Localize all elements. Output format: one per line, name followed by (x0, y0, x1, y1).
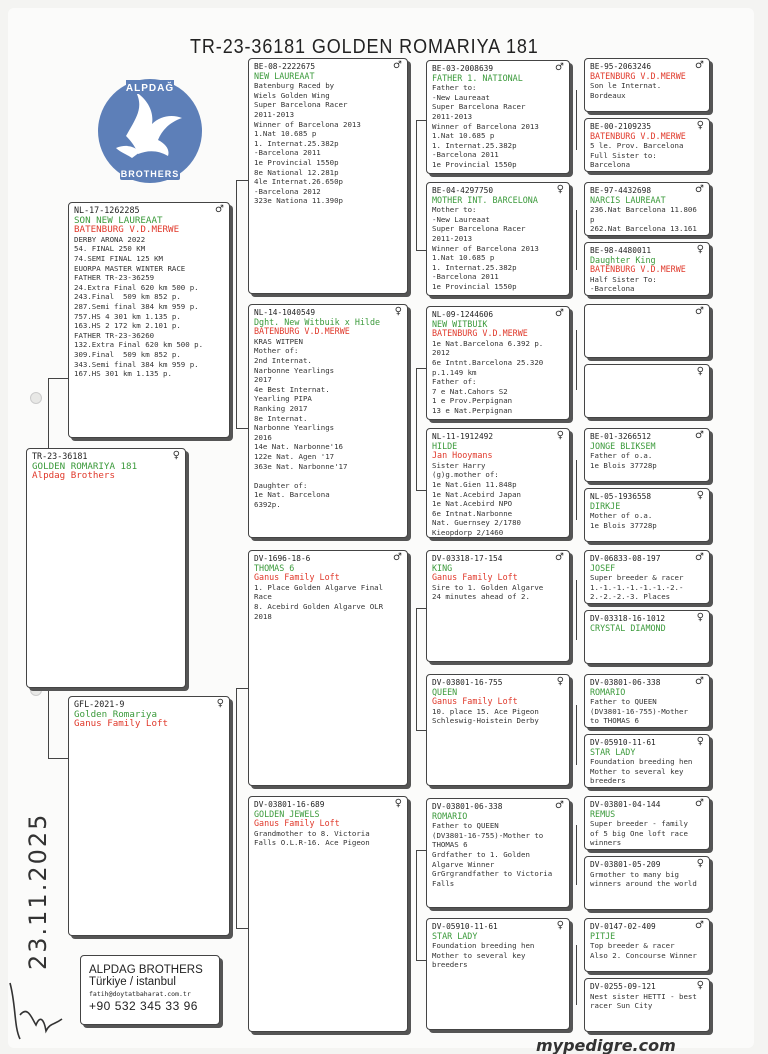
pigeon-details: 236.Nat Barcelona 11.806 p 262.Nat Barcelona 13.161 (590, 205, 697, 234)
pigeon-details: 5 le. Prov. Barcelona Full Sister to: Barcelona (590, 141, 684, 170)
connector-line (576, 330, 577, 390)
ring-number: DV-03801-04-144 (590, 800, 661, 809)
g3-card-5[interactable] (426, 550, 570, 662)
connector-line (416, 490, 426, 491)
female-icon: ♀ (172, 450, 180, 461)
male-icon: ♂ (215, 204, 224, 215)
male-icon: ♂ (393, 552, 402, 563)
pigeon-details: Nest sister HETTI - best racer Sun City (590, 991, 697, 1011)
pigeon-name: NARCIS LAUREAAT (590, 194, 666, 205)
ring-number: BE-97-4432698 (590, 186, 652, 195)
pigeon-details: DERBY ARONA 2022 54. FINAL 250 KM 74.SEMI FINAL 125 KM EUORPA MASTER WINTER RACE FATHER TR-23-36259 24.Extra Final 620 km 500 p. 243.Final 509 km 852 p. 287.Semi final 384 km 959 p. 757.HS 4 301 km 1.135 p. 163.HS 2 172 km 2.101 p. FATHER TR-23-36260 132.Extra Final 620 km 500 p. 309.Final 509 km 852 p. 343.Semi final 384 km 959 p. 167.HS 301 km 1.135 p. (74, 234, 204, 379)
g3-card-2[interactable] (426, 182, 570, 296)
pigeon-name: STAR LADY (432, 930, 478, 941)
pigeon-name: NEW WITBUIK (432, 318, 488, 329)
sire-sire-card[interactable] (248, 58, 408, 294)
pigeon-details: Half Sister To: -Barcelona (590, 274, 657, 294)
female-icon: ♀ (556, 920, 564, 931)
g4-card[interactable] (584, 304, 710, 358)
loft-name: BATENBURG V.D.MERWE (74, 224, 180, 236)
pigeon-details: Father to: -New Laureaat Super Barcelona Racer 2011-2013 Winner of Barcelona 2013 1.Nat 10.685 p 1. Internat.25.382p -Barcelona 2011 1e Provincial 1550p (432, 83, 539, 169)
connector-line (416, 120, 426, 121)
ring-number: DV-0255-09-121 (590, 982, 656, 991)
male-icon: ♂ (695, 552, 704, 563)
g3-card-4[interactable] (426, 428, 570, 538)
female-icon: ♀ (556, 184, 564, 195)
pigeon-details: Sire to 1. Golden Algarve 24 minutes ahead of 2. (432, 582, 544, 602)
ring-number: BE-04-4297750 (432, 186, 494, 195)
logo-bottom-text: BROTHERS (120, 169, 180, 179)
connector-line (48, 758, 70, 759)
g4-card[interactable] (584, 550, 710, 604)
female-icon: ♀ (394, 306, 402, 317)
pigeon-name: GOLDEN ROMARIYA 181 (32, 460, 138, 472)
g4-card[interactable] (584, 364, 710, 418)
pigeon-name: HILDE (432, 440, 458, 451)
connector-line (236, 180, 248, 181)
connector-line (416, 608, 426, 609)
signature-icon (6, 975, 66, 1045)
male-icon: ♂ (695, 676, 704, 687)
pigeon-details: Foundation breeding hen Mother to several key breeders (432, 941, 535, 970)
pigeon-name: MOTHER INT. BARCELONA (432, 194, 538, 205)
pigeon-name: CRYSTAL DIAMOND (590, 622, 666, 633)
pigeon-name: SON NEW LAUREAAT (74, 214, 163, 226)
ring-number: DV-05910-11-61 (432, 922, 498, 931)
connector-line (236, 180, 237, 428)
loft-name: Alpdag Brothers (32, 470, 115, 482)
connector-line (416, 368, 417, 490)
breeder-name: ALPDAG BROTHERS (89, 964, 203, 976)
pigeon-name: JOSEF (590, 562, 616, 573)
pigeon-name: DIRKJE (590, 500, 621, 511)
g4-card[interactable] (584, 978, 710, 1032)
female-icon: ♀ (556, 430, 564, 441)
subject-card[interactable] (26, 448, 186, 688)
dam-card[interactable] (68, 696, 230, 936)
ring-number: BE-95-2063246 (590, 62, 652, 71)
connector-line (576, 580, 577, 640)
g3-card-7[interactable] (426, 798, 570, 908)
pigeon-details: Father to QUEEN (DV3801-16-755)-Mother to THOMAS 6 Grdfather to 1. Golden Algarve Winner GrGrgrandfather to Victoria Falls (432, 821, 553, 888)
pigeon-name: KING (432, 562, 453, 573)
g4-card[interactable] (584, 488, 710, 542)
male-icon: ♂ (695, 430, 704, 441)
pigeon-name: GOLDEN JEWELS (254, 808, 320, 819)
ring-number: DV-03801-16-689 (254, 800, 325, 809)
male-icon: ♂ (695, 798, 704, 809)
male-icon: ♂ (695, 920, 704, 931)
pigeon-name: REMUS (590, 808, 616, 819)
ring-number: NL-11-1912492 (432, 432, 494, 441)
ring-number: BE-98-4480011 (590, 246, 652, 255)
g4-card[interactable] (584, 734, 710, 788)
breeder-phone[interactable]: +90 532 345 33 96 (89, 999, 198, 1013)
connector-line (416, 850, 417, 960)
g4-card[interactable] (584, 856, 710, 910)
pigeon-details: Grandmother to 8. Victoria Falls O.L.R-16. Ace Pigeon (254, 828, 370, 848)
pigeon-details: Super breeder & racer 1.-1.-1.-1.-1.-1.-2.- 2.-2.-2.-3. Places (590, 573, 684, 602)
female-icon: ♀ (556, 676, 564, 687)
g3-card-6[interactable] (426, 674, 570, 786)
female-icon: ♀ (696, 612, 704, 623)
pigeon-name: THOMAS 6 (254, 562, 295, 573)
g4-card[interactable] (584, 428, 710, 482)
connector-line (576, 460, 577, 520)
pigeon-details: Mother of o.a. 1e Blois 37728p (590, 511, 657, 530)
connector-line (48, 378, 70, 379)
pigeon-details: Grmother to many big winners around the world (590, 869, 697, 889)
connector-line (416, 250, 426, 251)
ring-number: BE-00-2109235 (590, 122, 652, 131)
loft-name: Jan Hooymans (432, 450, 493, 461)
handwritten-date: 23.11.2025 (24, 812, 52, 970)
pigeon-details: 1e Nat.Barcelona 6.392 p. 2012 6e Intnt.Barcelona 25.320 p.1.149 km Father of: 7 e Nat.Cahors S2 1 e Prov.Perpignan 13 e Nat.Perpignan (432, 338, 544, 415)
pigeon-details: Father to QUEEN (DV3801-16-755)-Mother to THOMAS 6 (590, 697, 688, 726)
female-icon: ♀ (696, 736, 704, 747)
connector-line (236, 428, 248, 429)
pigeon-name: Daughter King (590, 254, 656, 265)
pigeon-name: ROMARIO (590, 686, 626, 697)
g4-card[interactable] (584, 118, 710, 172)
pigeon-name: NEW LAUREAAT (254, 70, 315, 81)
ring-number: DV-03801-06-338 (590, 678, 661, 687)
pigeon-details: Mother to: -New Laureaat Super Barcelona Racer 2011-2013 Winner of Barcelona 2013 1.Nat 10.685 p 1. Internat.25.382p -Barcelona 2011 1e Provincial 1550p (432, 205, 539, 291)
ring-number: TR-23-36181 (32, 451, 88, 461)
g4-card[interactable] (584, 182, 710, 236)
connector-line (236, 688, 248, 689)
male-icon: ♂ (695, 306, 704, 317)
pigeon-name: PITJE (590, 930, 616, 941)
pigeon-details: Son le Internat. Bordeaux (590, 81, 662, 100)
connector-line (416, 960, 426, 961)
binder-hole (30, 392, 42, 404)
connector-line (236, 928, 248, 929)
loft-name: Ganus Family Loft (254, 572, 340, 583)
connector-line (416, 608, 417, 730)
female-icon: ♀ (216, 698, 224, 709)
connector-line (576, 210, 577, 270)
pigeon-name: FATHER 1. NATIONAL (432, 72, 523, 83)
ring-number: DV-05910-11-61 (590, 738, 656, 747)
dam-dam-card[interactable] (248, 796, 408, 1032)
sire-card[interactable] (68, 202, 230, 438)
pigeon-name: ROMARIO (432, 810, 468, 821)
ring-number: GFL-2021-9 (74, 699, 125, 709)
pigeon-details: Top breeder & racer Also 2. Concourse Winner (590, 941, 697, 960)
female-icon: ♀ (696, 244, 704, 255)
connector-line (576, 825, 577, 885)
male-icon: ♂ (555, 62, 564, 73)
connector-line (416, 730, 426, 731)
pigeon-details: Sister Harry (g)g.mother of: 1e Nat.Gien 11.848p 1e Nat.Acebird Japan 1e Nat.Acebird NPO 6e Intnat.Narbonne Nat. Guernsey 2/1780 Kieopdorp 2/1460 (432, 460, 521, 537)
pigeon-details: Father of o.a. 1e Blois 37728p (590, 451, 657, 470)
male-icon: ♂ (695, 60, 704, 71)
connector-line (576, 705, 577, 765)
loft-name: Ganus Family Loft (254, 818, 340, 829)
ring-number: NL-09-1244606 (432, 310, 494, 319)
connector-line (576, 90, 577, 150)
loft-name: BATENBURG V.D.MERWE (590, 70, 686, 81)
loft-name: Ganus Family Loft (432, 572, 518, 583)
female-icon: ♀ (696, 120, 704, 131)
pigeon-name: Golden Romariya (74, 708, 157, 720)
female-icon: ♀ (696, 366, 704, 377)
ring-number: DV-0147-02-409 (590, 922, 656, 931)
ring-number: NL-17-1262285 (74, 205, 140, 215)
g4-card[interactable] (584, 610, 710, 664)
ring-number: NL-14-1040549 (254, 308, 316, 317)
male-icon: ♂ (555, 552, 564, 563)
ring-number: DV-03318-17-154 (432, 554, 503, 563)
pigeon-name: QUEEN (432, 686, 458, 697)
loft-name: Ganus Family Loft (74, 718, 169, 730)
g4-card[interactable] (584, 918, 710, 972)
connector-line (416, 120, 417, 250)
breeder-email[interactable]: fatih@doytatbaharat.com.tr (89, 990, 191, 998)
pigeon-logo-icon (86, 78, 214, 184)
loft-name: BATENBURG V.D.MERWE (254, 326, 350, 337)
page-title: TR-23-36181 GOLDEN ROMARIYA 181 (190, 36, 539, 58)
g3-card-8[interactable] (426, 918, 570, 1030)
g3-card-1[interactable] (426, 60, 570, 174)
female-icon: ♀ (696, 490, 704, 501)
ring-number: DV-06833-08-197 (590, 554, 661, 563)
dam-sire-card[interactable] (248, 550, 408, 786)
pigeon-details: KRAS WITPEN Mother of: 2nd Internat. Narbonne Yearlings 2017 4e Best Internat. Yearling PIPA Ranking 2017 8e Internat. Narbonne Yearlings 2016 14e Nat. Narbonne'16 122e Nat. Agen '17 363e Nat. Narbonne'17 Daughter of: 1e Nat. Barcelona 6392p. (254, 336, 348, 509)
ring-number: DV-1696-18-6 (254, 554, 311, 563)
ring-number: BE-03-2008639 (432, 64, 494, 73)
g4-card[interactable] (584, 242, 710, 296)
ring-number: BE-08-2222675 (254, 62, 316, 71)
logo-top-text: ALPDAĞ (125, 83, 175, 94)
breeder-location: Türkiye / istanbul (89, 976, 176, 988)
g4-card[interactable] (584, 674, 710, 728)
ring-number: BE-01-3266512 (590, 432, 652, 441)
connector-line (576, 945, 577, 1005)
male-icon: ♂ (555, 308, 564, 319)
pigeon-name: Dght. New Witbuik x Hilde (254, 316, 381, 327)
male-icon: ♂ (393, 60, 402, 71)
watermark: mypedigre.com (536, 1036, 676, 1054)
pigeon-details: 1. Place Golden Algarve Final Race 8. Acebird Golden Algarve OLR 2018 (254, 582, 384, 621)
sire-dam-card[interactable] (248, 304, 408, 538)
pigeon-details: Batenburg Raced by Wiels Golden Wing Super Barcelona Racer 2011-2013 Winner of Barcelona 2013 1.Nat 10.685 p 1. Internat.25.382p -Barcelona 2011 1e Provincial 1550p 8e National 12.281p 4le Internat.26.650p -Barcelona 2012 323e Nationa 11.390p (254, 81, 361, 206)
ring-number: DV-03318-16-1012 (590, 614, 666, 623)
female-icon: ♀ (394, 798, 402, 809)
pigeon-details: Super breeder - family of 5 big One loft race winners (590, 819, 688, 848)
connector-line (236, 688, 237, 928)
g4-card[interactable] (584, 58, 710, 112)
ring-number: DV-03801-06-338 (432, 802, 503, 811)
male-icon: ♂ (555, 800, 564, 811)
pigeon-details: 10. place 15. Ace Pigeon Schleswig-Hoistein Derby (432, 706, 539, 726)
ring-number: DV-03801-16-755 (432, 678, 503, 687)
female-icon: ♀ (696, 980, 704, 991)
breeder-contact-box (80, 955, 220, 1025)
g4-card[interactable] (584, 796, 710, 850)
pigeon-details: Foundation breeding hen Mother to several key breeders (590, 757, 693, 786)
pigeon-name: JONGE BLIKSEM (590, 440, 656, 451)
female-icon: ♀ (696, 858, 704, 869)
male-icon: ♂ (695, 184, 704, 195)
ring-number: DV-03801-05-209 (590, 860, 661, 869)
connector-line (416, 850, 426, 851)
pigeon-name: STAR LADY (590, 746, 636, 757)
loft-name: Ganus Family Loft (432, 696, 518, 707)
ring-number: NL-05-1936558 (590, 492, 652, 501)
loft-name: BATENBURG V.D.MERWE (590, 264, 686, 275)
g3-card-3[interactable] (426, 306, 570, 420)
loft-name: BATENBURG V.D.MERWE (432, 328, 528, 339)
connector-line (416, 368, 426, 369)
loft-name: BATENBURG V.D.MERWE (590, 130, 686, 141)
